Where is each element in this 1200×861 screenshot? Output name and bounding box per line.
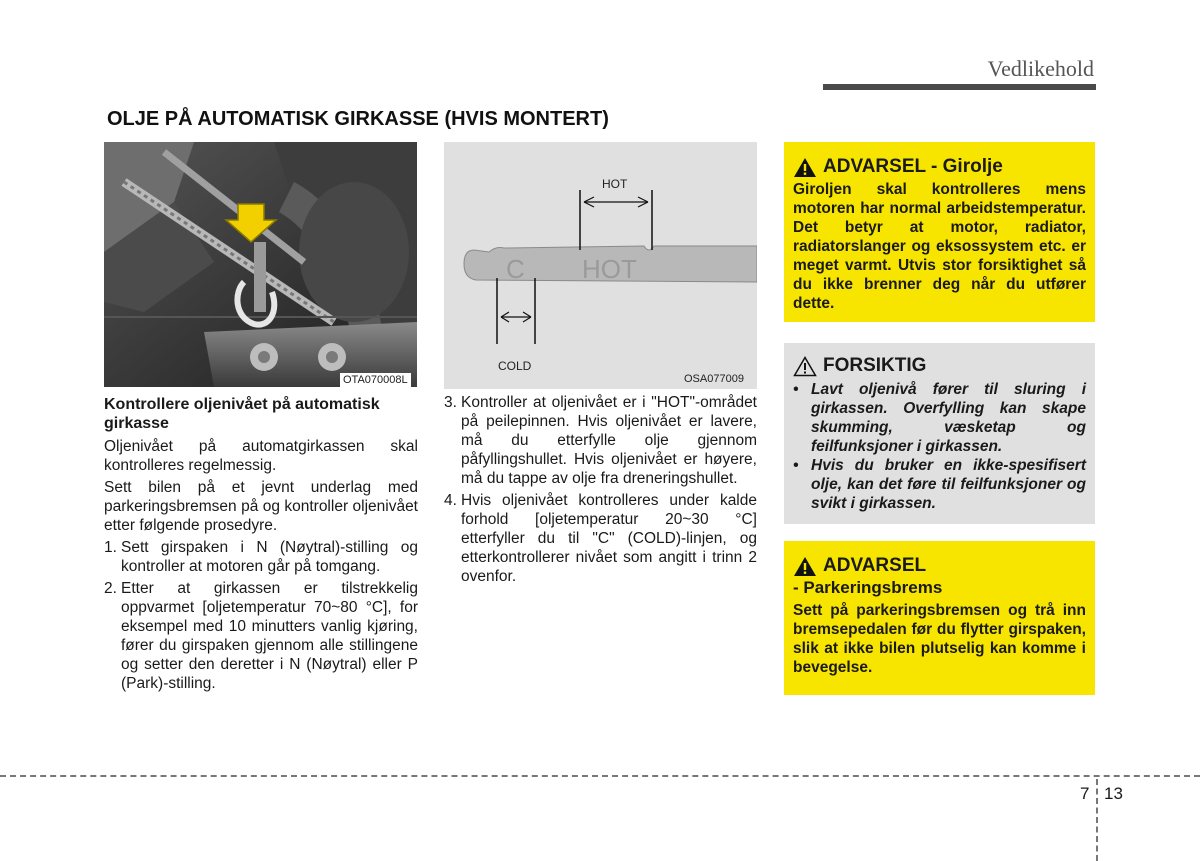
caution-triangle-icon [793, 356, 817, 377]
footer-vertical-divider [1096, 779, 1098, 861]
step-number: 2. [104, 580, 117, 597]
step-item [444, 393, 757, 488]
section-title: Vedlikehold [987, 56, 1094, 81]
warning-text: Giroljen skal kontrolleres mens motoren har normal arbeidstemperatur. Det betyr at motor, radiator, radiatorslanger og eksossystem etc. er meget varmt. Utvis stor forsiktighet så du ikke brenner deg når du utfører dette. [793, 181, 1086, 312]
warning-box-girolje [784, 142, 1095, 322]
caution-bullet [793, 456, 1086, 513]
step-item [444, 491, 757, 586]
cold-range-label: COLD [498, 359, 532, 373]
step-text: Kontroller at oljenivået er i "HOT"-området på peilepinnen. Hvis oljenivået er lavere, må du etterfylle olje gjennom påfyllingshullet. Hvis oljenivået er høyere, må du tappe av olje fra dreneringshullet. [461, 394, 757, 487]
caution-title-text: FORSIKTIG [823, 355, 927, 376]
warning-subtitle: - Parkeringsbrems [793, 578, 943, 597]
caution-bullet [793, 380, 1086, 456]
step-text: Sett girspaken i N (Nøytral)-stilling og kontroller at motoren går på tomgang. [121, 539, 418, 575]
caution-bullet-text: Hvis du bruker en ikke-spesifisert olje, kan det føre til feilfunksjoner og svikt i girkassen. [811, 457, 1086, 512]
chapter-number: 7 [1080, 784, 1090, 803]
dipstick-diagram [444, 142, 757, 389]
step-number: 3. [444, 394, 457, 411]
bullet-dot: • [793, 381, 799, 398]
page-number: 13 [1104, 784, 1123, 803]
engine-dipstick-photo [104, 142, 417, 387]
step-number: 1. [104, 539, 117, 556]
warning-title-text: ADVARSEL [823, 555, 927, 576]
step-number: 4. [444, 492, 457, 509]
warning-text: Sett på parkeringsbremsen og trå inn bremsepedalen før du flytter girspaken, slik at ikke bilen plutselig kan komme i bevegelse. [793, 602, 1086, 676]
hot-mark: HOT [582, 254, 637, 284]
caution-box [784, 343, 1095, 524]
warning-title [793, 156, 1086, 178]
paragraph: Oljenivået på automatgirkassen skal kontrolleres regelmessig. [104, 438, 418, 474]
footer-divider [0, 775, 1200, 777]
step-item [104, 579, 418, 693]
photo-caption: OTA070008L [340, 373, 411, 387]
header-rule [823, 84, 1096, 90]
left-column [104, 395, 418, 696]
c-mark: C [506, 254, 525, 284]
hot-range-label: HOT [602, 177, 628, 191]
warning-triangle-icon [793, 157, 817, 178]
middle-column [444, 393, 757, 589]
caution-title [793, 355, 1086, 377]
warning-triangle-icon [793, 556, 817, 577]
paragraph: Sett bilen på et jevnt underlag med parkeringsbremsen på og kontroller oljenivået etter følgende prosedyre. [104, 479, 418, 534]
step-text: Etter at girkassen er tilstrekkelig oppvarmet [oljetemperatur 70~80 °C], for eksempel med 10 minutters vanlig kjøring, fører du girspaken gjennom alle stillingene og setter den deretter i N (Nøytral) eller P (Park)-stilling. [121, 580, 418, 692]
warning-title-text: ADVARSEL - Girolje [823, 156, 1003, 177]
warning-box-parkeringsbrems [784, 541, 1095, 695]
subheading: Kontrollere oljenivået på automatisk girkasse [104, 396, 380, 432]
step-item [104, 538, 418, 576]
diagram-caption: OSA077009 [684, 373, 744, 385]
step-text: Hvis oljenivået kontrolleres under kalde forhold [oljetemperatur 20~30 °C] etterfyller du til "C" (COLD)-linjen, og etterkontrollerer nivået som angitt i trinn 2 ovenfor. [461, 492, 757, 585]
warning-title [793, 555, 1086, 577]
caution-bullet-text: Lavt oljenivå fører til sluring i girkassen. Overfylling kan skape skumming, væsketap og feilfunksjoner i girkassen. [811, 381, 1086, 455]
bullet-dot: • [793, 457, 799, 474]
page-title: OLJE PÅ AUTOMATISK GIRKASSE (HVIS MONTERT) [107, 108, 609, 130]
